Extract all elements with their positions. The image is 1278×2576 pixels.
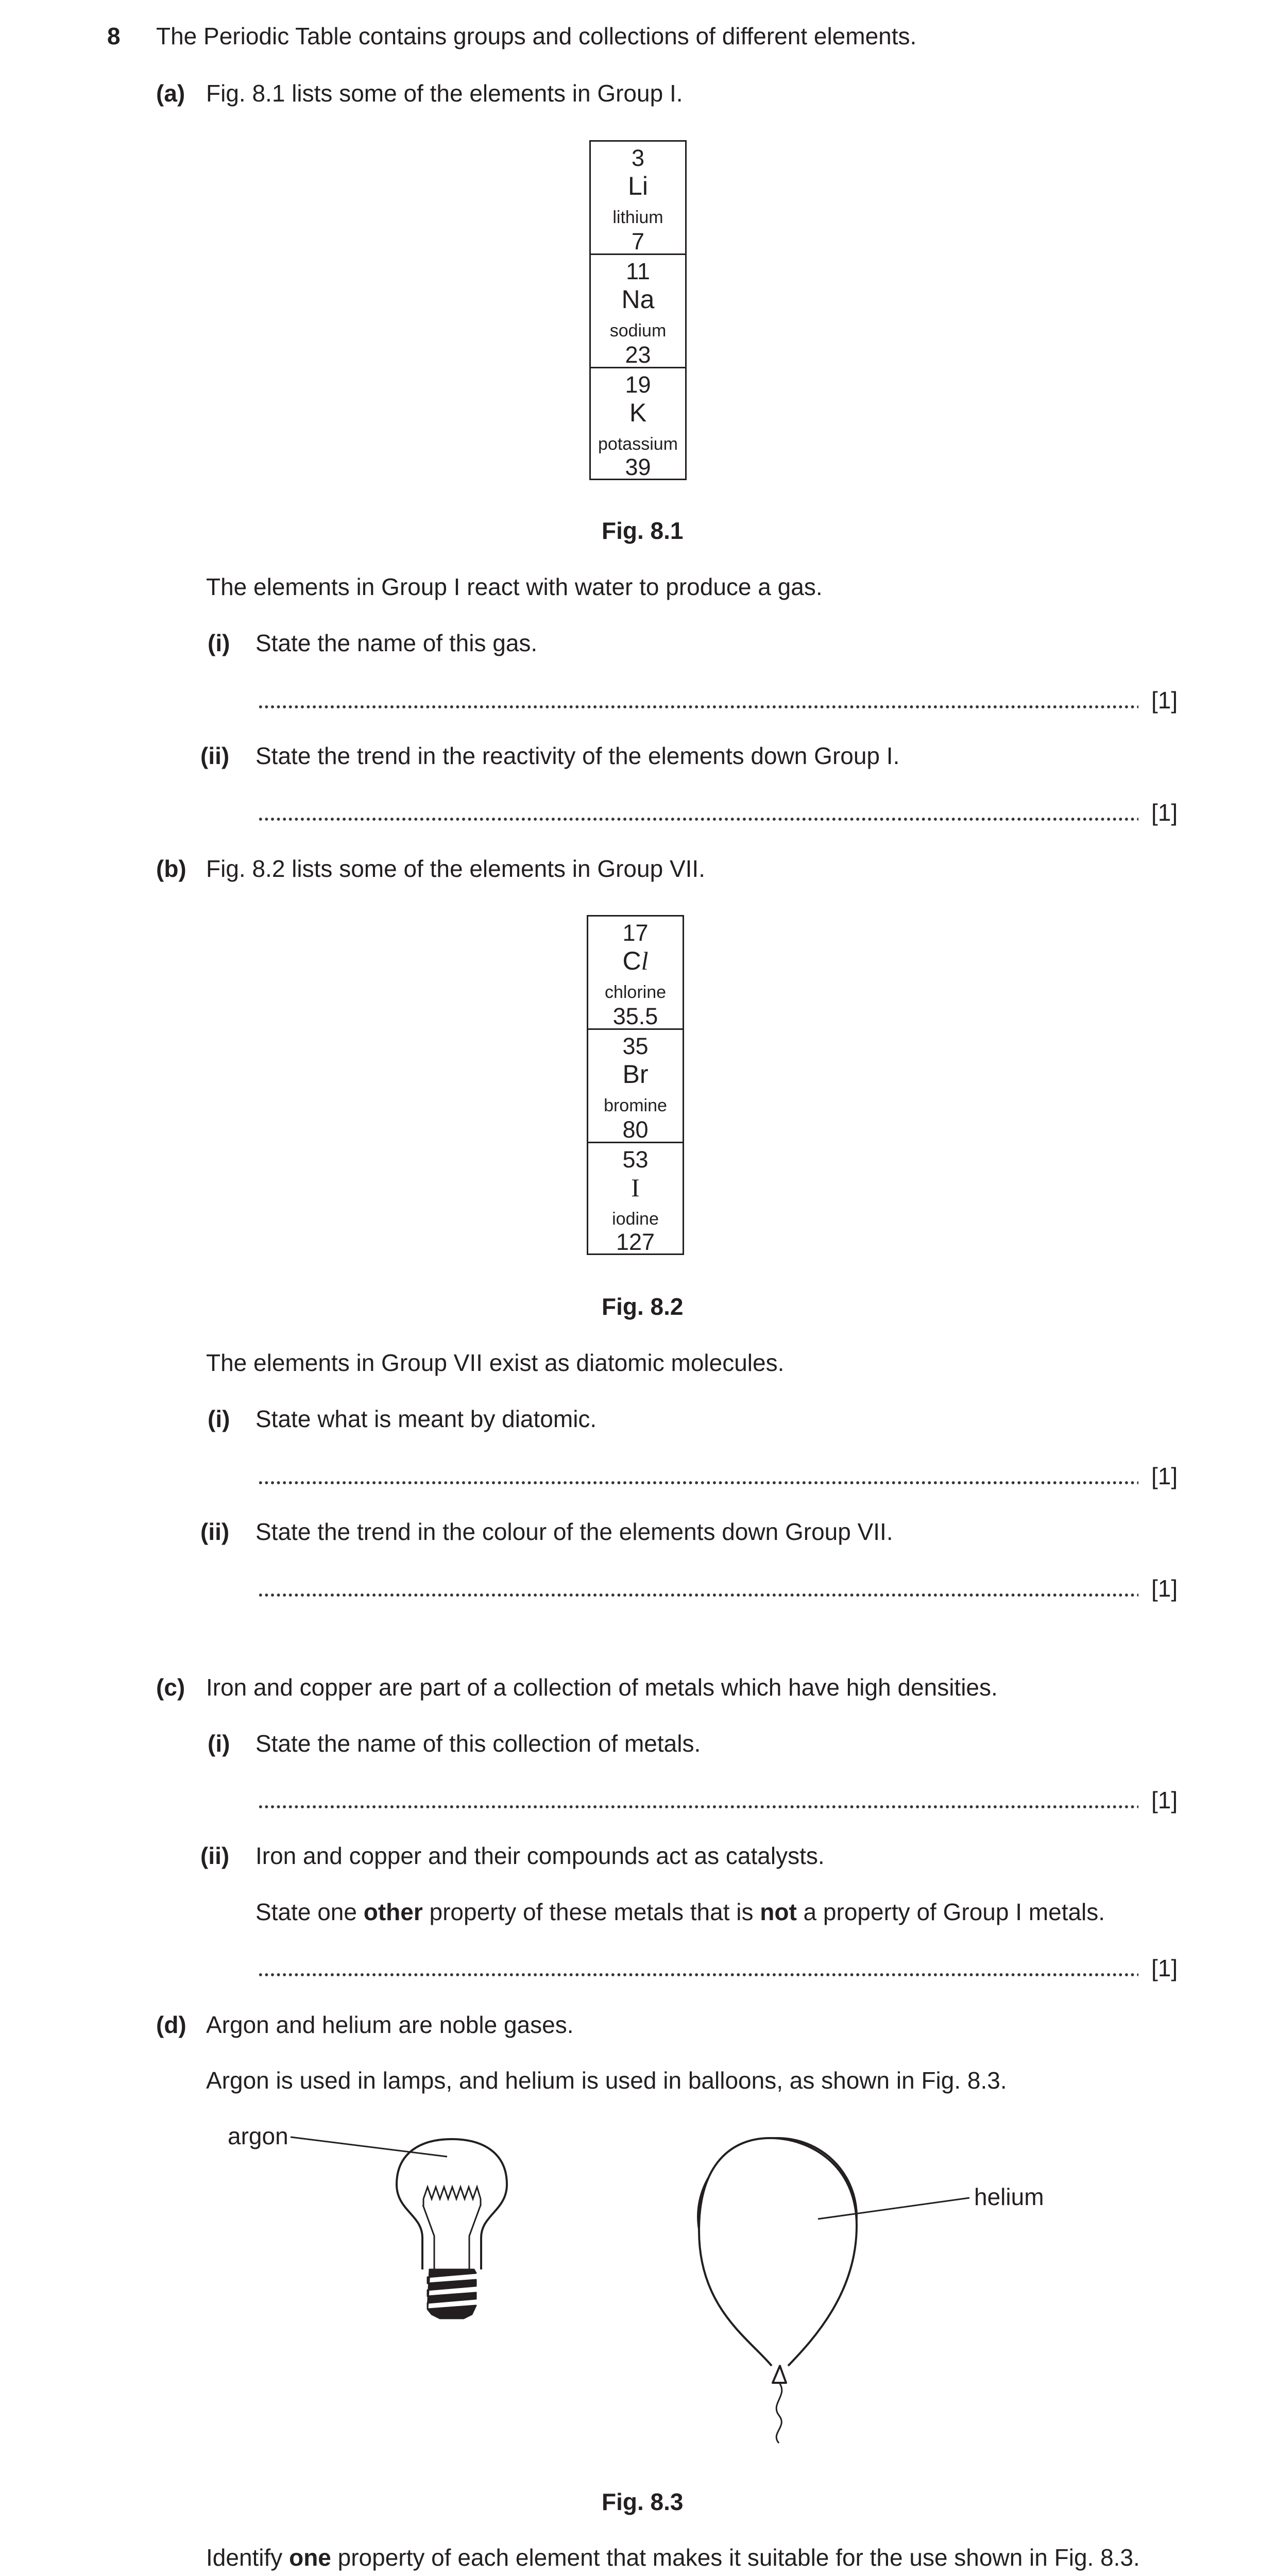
atomic-number: 35 <box>622 1033 649 1059</box>
answer-line-c-i[interactable] <box>258 1804 1138 1809</box>
lamp-illustration <box>288 2125 525 2326</box>
part-c-i-question: State the name of this collection of metals. <box>255 1730 701 1757</box>
element-name: lithium <box>612 208 663 227</box>
marks-c-i: [1] <box>1151 1787 1178 1814</box>
part-c-i-label: (i) <box>208 1730 230 1757</box>
element-symbol: I <box>631 1173 640 1202</box>
atomic-number: 17 <box>622 920 649 946</box>
part-c-intro: Iron and copper are part of a collection of metals which have high densities. <box>206 1674 998 1701</box>
relative-atomic-mass: 39 <box>625 454 651 480</box>
marks-c-ii: [1] <box>1151 1955 1178 1981</box>
question-stem: The Periodic Table contains groups and collections of different elements. <box>156 23 917 49</box>
element-symbol: Na <box>621 285 655 314</box>
element-cell-iodine <box>588 1143 683 1253</box>
relative-atomic-mass: 35.5 <box>612 1003 658 1029</box>
element-cell-chlorine <box>588 917 683 1030</box>
part-d-intro: Argon and helium are noble gases. <box>206 2011 574 2038</box>
group-7-element-table <box>587 915 684 1255</box>
element-name: bromine <box>604 1096 667 1115</box>
answer-line-c-ii[interactable] <box>258 1972 1138 1977</box>
element-cell-bromine <box>588 1030 683 1143</box>
marks-a-i: [1] <box>1151 687 1178 714</box>
marks-b-i: [1] <box>1151 1463 1178 1489</box>
marks-b-ii: [1] <box>1151 1575 1178 1602</box>
part-b-ii-label: (ii) <box>200 1518 230 1545</box>
atomic-number: 53 <box>622 1146 649 1173</box>
element-name: sodium <box>609 321 667 341</box>
part-a-i-label: (i) <box>208 630 230 656</box>
element-cell-potassium <box>591 368 685 479</box>
relative-atomic-mass: 23 <box>625 342 651 368</box>
part-b-statement: The elements in Group VII exist as diatomic molecules. <box>206 1349 785 1376</box>
atomic-number: 3 <box>631 145 645 171</box>
part-a-label: (a) <box>156 80 185 107</box>
answer-line-b-ii[interactable] <box>258 1592 1138 1598</box>
part-c-ii-label: (ii) <box>200 1842 230 1869</box>
question-number: 8 <box>107 23 121 49</box>
relative-atomic-mass: 127 <box>616 1229 655 1255</box>
part-a-i-question: State the name of this gas. <box>255 630 538 656</box>
part-a-ii-label: (ii) <box>200 742 230 769</box>
balloon-illustration <box>695 2133 984 2442</box>
part-a-statement: The elements in Group I react with water to produce a gas. <box>206 573 823 600</box>
element-symbol: K <box>629 398 647 427</box>
part-d-intro-2: Argon is used in lamps, and helium is used in balloons, as shown in Fig. 8.3. <box>206 2067 1007 2094</box>
atomic-number: 11 <box>626 258 650 284</box>
element-symbol: Cl <box>622 946 649 975</box>
element-name: chlorine <box>604 982 667 1002</box>
figure-caption-8-2: Fig. 8.2 <box>602 1293 684 1320</box>
label-argon: argon <box>228 2123 288 2149</box>
element-cell-sodium <box>591 255 685 368</box>
marks-a-ii: [1] <box>1151 799 1178 826</box>
label-helium: helium <box>974 2183 1044 2210</box>
answer-line-a-ii[interactable] <box>258 817 1138 822</box>
part-d-task: Identify one property of each element that makes it suitable for the use shown in Fig. 8.3. <box>206 2544 1140 2571</box>
relative-atomic-mass: 80 <box>622 1116 649 1143</box>
part-c-label: (c) <box>156 1674 185 1701</box>
figure-caption-8-3: Fig. 8.3 <box>602 2488 684 2515</box>
part-a-intro: Fig. 8.1 lists some of the elements in Group I. <box>206 80 683 107</box>
part-b-intro: Fig. 8.2 lists some of the elements in Group VII. <box>206 855 705 882</box>
element-symbol: Li <box>628 172 648 200</box>
part-b-label: (b) <box>156 855 186 882</box>
element-symbol: Br <box>622 1060 649 1089</box>
answer-line-a-i[interactable] <box>258 704 1138 709</box>
element-name: iodine <box>612 1209 659 1229</box>
element-name: potassium <box>598 434 678 454</box>
part-b-i-label: (i) <box>208 1405 230 1432</box>
part-b-i-question: State what is meant by diatomic. <box>255 1405 597 1432</box>
part-b-ii-question: State the trend in the colour of the elements down Group VII. <box>255 1518 893 1545</box>
answer-line-b-i[interactable] <box>258 1480 1138 1485</box>
part-c-ii-question: Iron and copper and their compounds act as catalysts. <box>255 1842 825 1869</box>
element-cell-lithium <box>591 142 685 255</box>
part-a-ii-question: State the trend in the reactivity of the elements down Group I. <box>255 742 900 769</box>
relative-atomic-mass: 7 <box>631 228 645 255</box>
part-c-ii-instruction: State one other property of these metals that is not a property of Group I metals. <box>255 1899 1105 1925</box>
part-d-label: (d) <box>156 2011 186 2038</box>
group-1-element-table <box>589 140 687 480</box>
figure-caption-8-1: Fig. 8.1 <box>602 517 684 544</box>
atomic-number: 19 <box>625 371 651 398</box>
